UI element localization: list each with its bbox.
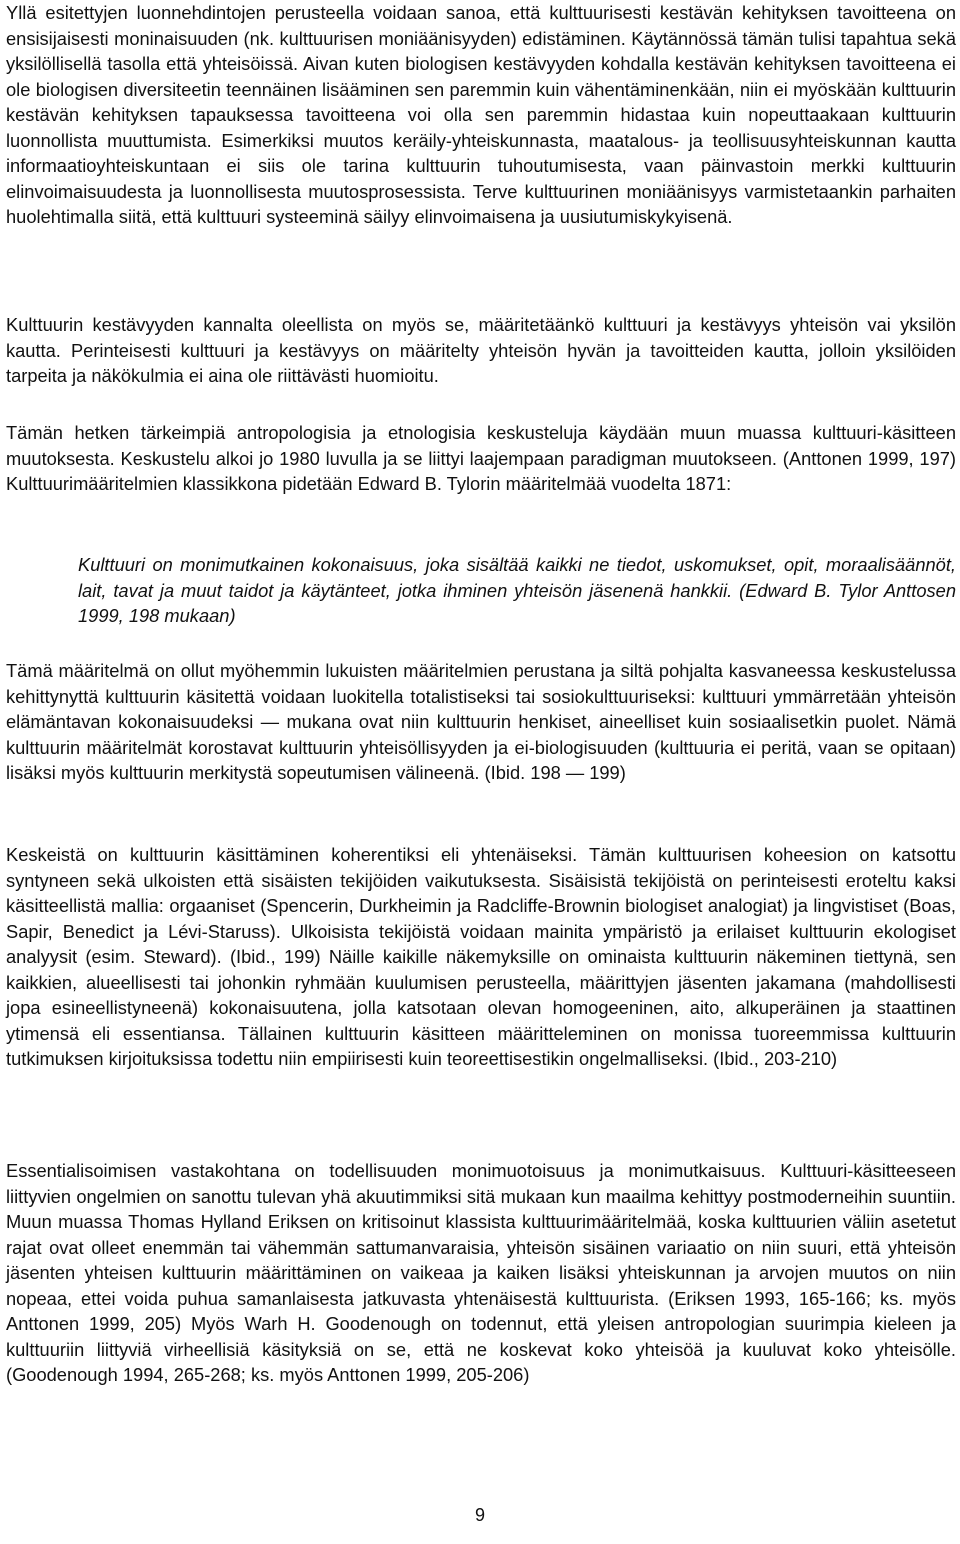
paragraph-text: Yllä esitettyjen luonnehdintojen perusteella voidaan sanoa, että kulttuurisesti kestävän kehityksen tavoitteena on ensisijaisesti moninaisuuden (nk. kulttuurisen moniäänisyyden) edistäminen. Käytännössä tämän tulisi tapahtua sekä yksilöllisellä tasolla että yhteisöissä. Aivan kuten biologisen kestävyyden kohdalla kestävän kehityksen tavoitteena ei ole biologisen diversiteetin teennäinen lisääminen sen paremmin kuin vähentäminenkään, niin ei myöskään kulttuurin kestävän kehityksen tapauksessa tavoitteena voi olla sen paremmin hidastaa kuin nopeuttaakaan kulttuurin luonnollista muuttumista. Esimerkiksi muutos keräily-yhteiskunnasta, maatalous- ja teollisuusyhteiskunnan kautta informaatioyhteiskuntaan ei siis ole tarina kulttuurin tuhoutumisesta, vaan päinvastoin merkki kulttuurin elinvoimaisuudesta ja luonnollisesta muutosprosessista. Terve kulttuurinen moniäänisyys varmistetaankin parhaiten huolehtimalla siitä, että kulttuuri systeeminä säilyy elinvoimaisena ja uusiutumiskykyisenä. <box>6 2 956 227</box>
block-quote <box>78 552 956 629</box>
paragraph-2 <box>6 312 956 389</box>
paragraph-6 <box>6 1158 956 1388</box>
paragraph-text: Tämän hetken tärkeimpiä antropologisia ja etnologisia keskusteluja käydään muun muassa kulttuuri-käsitteen muutoksesta. Keskustelu alkoi jo 1980 luvulla ja se liittyi laajempaan paradigman muutokseen. (Anttonen 1999, 197) Kulttuurimääritelmien klassikkona pidetään Edward B. Tylorin määritelmää vuodelta 1871: <box>6 422 956 494</box>
paragraph-text: Essentialisoimisen vastakohtana on todellisuuden monimuotoisuus ja monimutkaisuus. Kulttuuri-käsitteeseen liittyvien ongelmien on sanottu tulevan yhä akuutimmiksi sitä mukaan kun maailma kehittyy postmoderneihin suuntiin. Muun muassa Thomas Hylland Eriksen on kritisoinut klassista kulttuurimääritelmää, koska kulttuurien väliin asetetut rajat ovat olleet enemmän tai vähemmän sattumanvaraisia, yhteisön sisäinen variaatio on niin suuri, että yhteisön jäsenten yhteisen kulttuurin määrittäminen on vaikeaa ja kaiken lisäksi yhteiskunnan ja arvojen muutos on niin nopeaa, ettei voida puhua samanlaisesta jatkuvasta yhtenäisestä kulttuurista. (Eriksen 1993, 165-166; ks. myös Anttonen 1999, 205) Myös Warh H. Goodenough on todennut, että yleisen antropologian suurimpia kieleen ja kulttuuriin liittyviä virheellisiä käsityksiä on se, että ne koskevat koko yhteisöä ja kuuluvat koko yhteisölle. (Goodenough 1994, 265-268; ks. myös Anttonen 1999, 205-206) <box>6 1160 956 1385</box>
paragraph-text: Kulttuurin kestävyyden kannalta oleellista on myös se, määritetäänkö kulttuuri ja kestävyys yhteisön vai yksilön kautta. Perinteisesti kulttuuri ja kestävyys on määritelty yhteisön hyvän ja tavoitteiden kautta, jolloin yksilöiden tarpeita ja näkökulmia ei aina ole riittävästi huomioitu. <box>6 314 956 386</box>
paragraph-text: Keskeistä on kulttuurin käsittäminen koherentiksi eli yhtenäiseksi. Tämän kulttuurisen koheesion on katsottu syntyneen sekä ulkoisten että sisäisten tekijöiden vaikutuksesta. Sisäisistä tekijöistä on perinteisesti eroteltu kaksi käsitteellistä mallia: orgaaniset (Spencerin, Durkheimin ja Radcliffe-Brownin biologiset analogiat) ja lingvistiset (Boas, Sapir, Benedict ja Lévi-Staruss). Ulkoisista tekijöistä voidaan mainita ympäristö ja erilaiset kulttuurin ekologiset analyysit (esim. Steward). (Ibid., 199) Näille kaikille näkemyksille on ominaista kulttuurin näkeminen tiettynä, sen kaikkien, alueellisesti tai johonkin ryhmään kuulumisen perusteella, määrittyjen jäsenten jakamana (mahdollisesti jopa esineellistyneenä) kokonaisuutena, jolla katsotaan olevan homogeeninen, aito, alkuperäinen ja staattinen ytimensä eli essentiansa. Tällainen kulttuurin käsitteen määritteleminen on monissa tuoreemmissa kulttuurin tutkimuksen kirjoituksissa todettu niin empiirisesti kuin teoreettisestikin ongelmalliseksi. (Ibid., 203-210) <box>6 844 956 1069</box>
paragraph-4 <box>6 658 956 786</box>
paragraph-5 <box>6 842 956 1072</box>
paragraph-text: Tämä määritelmä on ollut myöhemmin lukuisten määritelmien perustana ja siltä pohjalta kasvaneessa keskustelussa kehittynyttä kulttuurin käsitettä voidaan luokitella totalistiseksi tai sosiokulttuuriseksi: kulttuuri ymmärretään yhteisön elämäntavan kokonaisuudeksi — mukana ovat niin kulttuurin henkiset, aineelliset kuin sosiaalisetkin puolet. Nämä kulttuurin määritelmät korostavat kulttuurin yhteisöllisyyden ja ei-biologisuuden (kulttuuria ei peritä, vaan se opitaan) lisäksi myös kulttuurin merkitystä sopeutumisen välineenä. (Ibid. 198 — 199) <box>6 660 956 783</box>
quote-text: Kulttuuri on monimutkainen kokonaisuus, joka sisältää kaikki ne tiedot, uskomukset, opit, moraalisäännöt, lait, tavat ja muut taidot ja käytänteet, jotka ihminen yhteisön jäsenenä hankkii. (Edward B. Tylor Anttosen 1999, 198 mukaan) <box>78 554 956 626</box>
paragraph-1 <box>6 0 956 230</box>
page-number: 9 <box>474 1505 485 1525</box>
paragraph-3 <box>6 420 956 497</box>
